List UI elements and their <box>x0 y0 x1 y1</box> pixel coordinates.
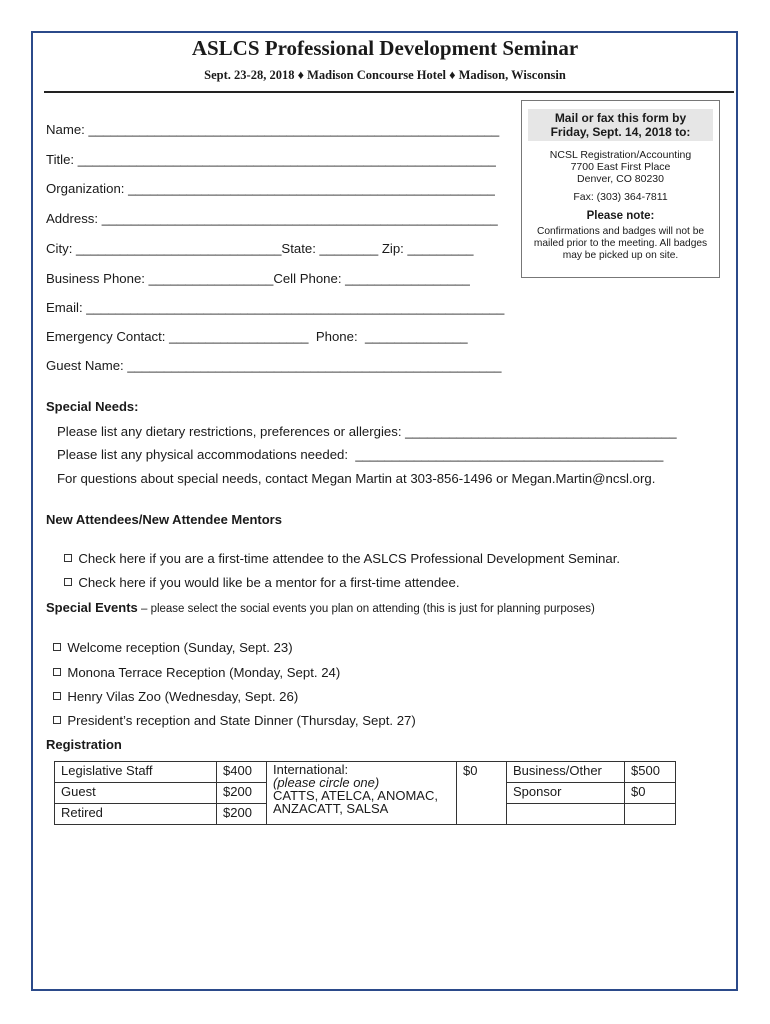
registration-heading: Registration <box>46 737 122 752</box>
special-events-heading: Special Events – please select the social events you plan on attending (this is just for planning purposes) <box>46 600 595 615</box>
table-row <box>55 762 676 783</box>
form-subtitle: Sept. 23-28, 2018 ♦ Madison Concourse Hotel ♦ Madison, Wisconsin <box>204 68 566 82</box>
mentor-option[interactable]: Check here if you would like be a mentor for a first-time attendee. <box>57 560 459 590</box>
organization-field[interactable]: Organization: __________________________________________________ <box>46 181 495 196</box>
business-other-option[interactable]: Business/Other <box>507 762 625 783</box>
title-field[interactable]: Title: _________________________________________________________ <box>46 152 496 167</box>
emergency-contact-field[interactable]: Emergency Contact: ___________________ Phone: ______________ <box>46 329 468 344</box>
event-henry-vilas-zoo[interactable]: Henry Vilas Zoo (Wednesday, Sept. 26) <box>46 674 298 704</box>
retired-fee: $200 <box>217 804 267 825</box>
retired-option[interactable]: Retired <box>55 804 217 825</box>
form-title: ASLCS Professional Development Seminar <box>191 36 579 60</box>
checkbox-icon[interactable] <box>53 716 61 724</box>
city-state-zip-field[interactable]: City: ____________________________State: ________ Zip: _________ <box>46 241 474 256</box>
mail-instructions-box <box>521 100 720 278</box>
checkbox-icon[interactable] <box>64 578 72 586</box>
phone-fields[interactable]: Business Phone: _________________Cell Phone: _________________ <box>46 271 470 286</box>
event-welcome-reception[interactable]: Welcome reception (Sunday, Sept. 23) <box>46 625 293 655</box>
accommodations-field[interactable]: Please list any physical accommodations needed: __________________________________________ <box>57 447 664 462</box>
international-option[interactable]: International: (please circle one) CATTS, ATELCA, ANOMAC, ANZACATT, SALSA <box>267 762 457 825</box>
legislative-staff-fee: $400 <box>217 762 267 783</box>
address-field[interactable]: Address: ______________________________________________________ <box>46 211 498 226</box>
mailing-address: NCSL Registration/Accounting 7700 East First Place Denver, CO 80230 <box>549 149 692 185</box>
header-divider <box>44 91 734 93</box>
guest-name-field[interactable]: Guest Name: ___________________________________________________ <box>46 358 502 373</box>
new-attendees-heading: New Attendees/New Attendee Mentors <box>46 512 282 527</box>
business-other-fee: $500 <box>625 762 676 783</box>
special-needs-contact: For questions about special needs, contact Megan Martin at 303-856-1496 or Megan.Martin@ncsl.org. <box>57 471 656 486</box>
note-title: Please note: <box>586 210 655 222</box>
mail-deadline-header: Mail or fax this form by Friday, Sept. 14, 2018 to: <box>528 109 713 141</box>
fax-number: Fax: (303) 364-7811 <box>573 191 668 203</box>
guest-option[interactable]: Guest <box>55 783 217 804</box>
special-needs-heading: Special Needs: <box>46 399 139 414</box>
event-presidents-reception[interactable]: President’s reception and State Dinner (Thursday, Sept. 27) <box>46 698 416 728</box>
special-events-subtext: – please select the social events you plan on attending (this is just for planning purposes) <box>137 603 595 615</box>
note-text: Confirmations and badges will not be mailed prior to the meeting. All badges may be picked up on site. <box>533 226 708 261</box>
name-field[interactable]: Name: ________________________________________________________ <box>46 122 500 137</box>
registration-table <box>54 761 676 825</box>
sponsor-fee: $0 <box>625 783 676 804</box>
empty-cell <box>625 804 676 825</box>
legislative-staff-option[interactable]: Legislative Staff <box>55 762 217 783</box>
sponsor-option[interactable]: Sponsor <box>507 783 625 804</box>
event-monona-terrace[interactable]: Monona Terrace Reception (Monday, Sept. 24) <box>46 650 340 680</box>
empty-cell <box>507 804 625 825</box>
guest-fee: $200 <box>217 783 267 804</box>
dietary-field[interactable]: Please list any dietary restrictions, preferences or allergies: _____________________________________ <box>57 424 677 439</box>
email-field[interactable]: Email: _________________________________________________________ <box>46 300 505 315</box>
international-fee: $0 <box>457 762 507 825</box>
first-time-attendee-option[interactable]: Check here if you are a first-time attendee to the ASLCS Professional Development Seminar. <box>57 536 620 566</box>
